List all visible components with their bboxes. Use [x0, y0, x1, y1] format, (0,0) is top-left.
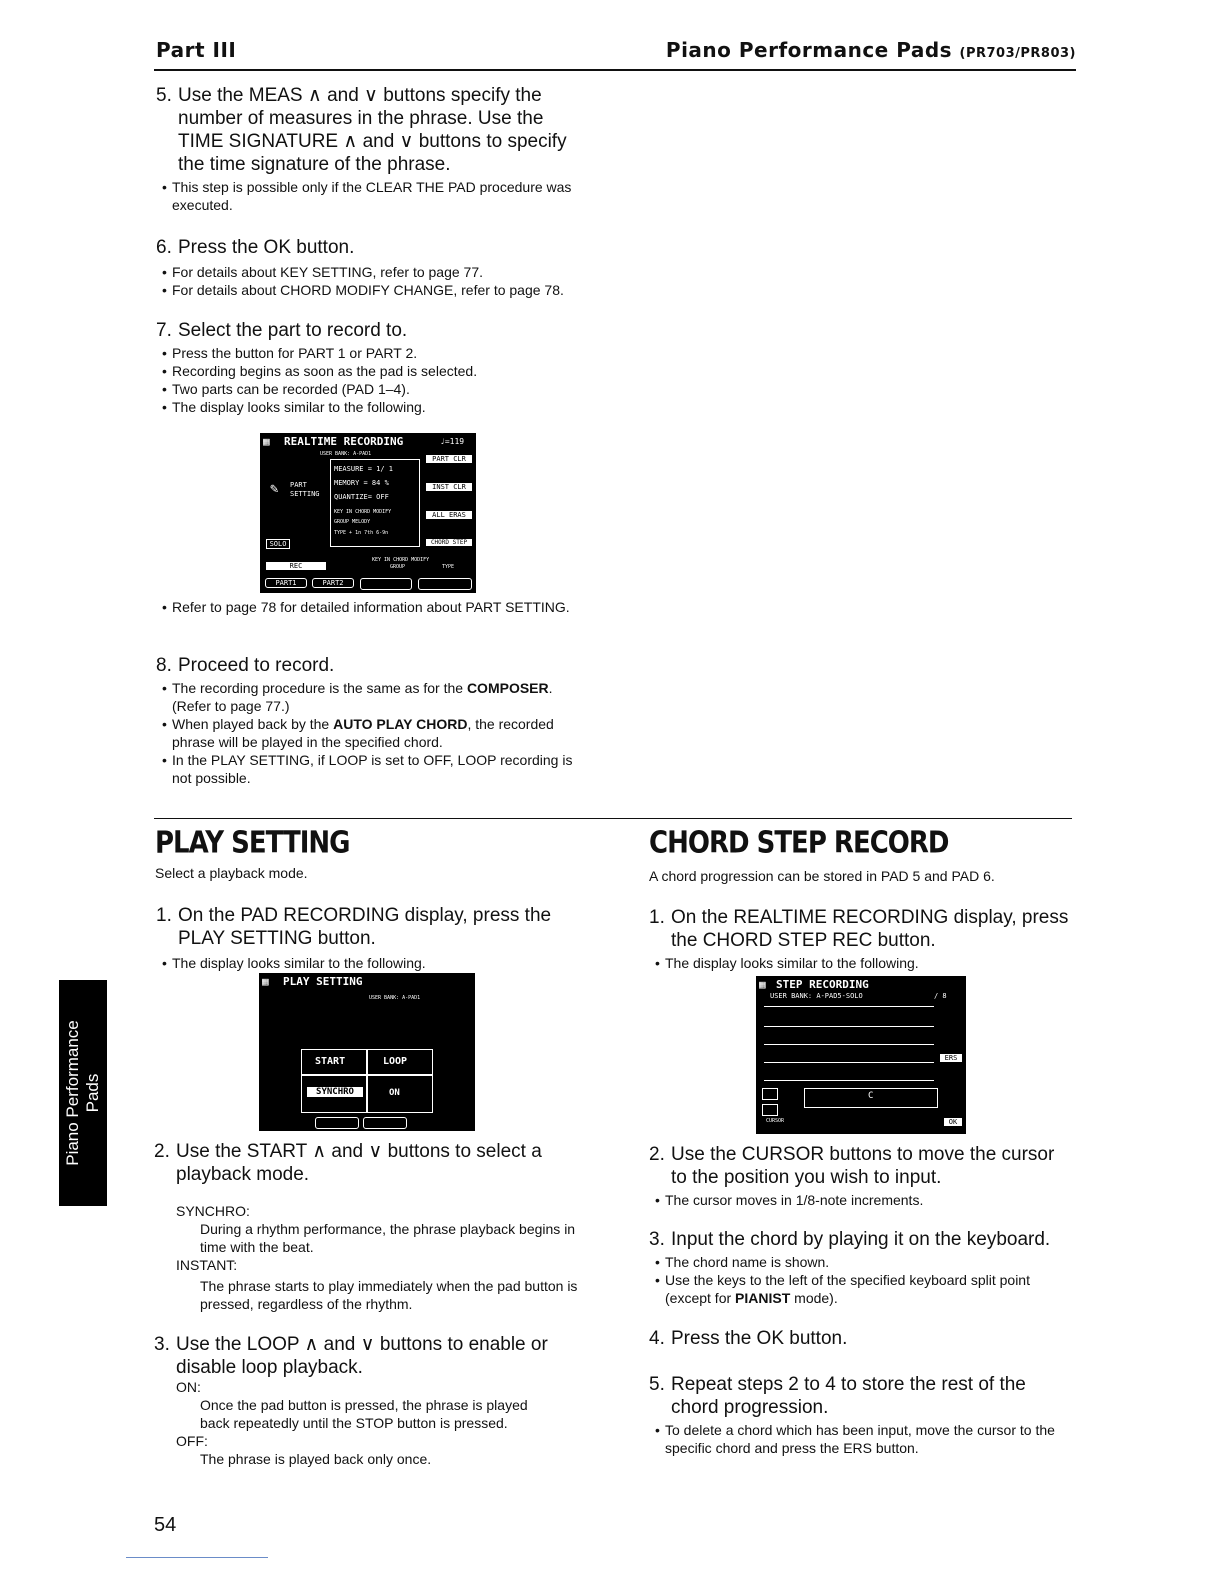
step-5 [649, 1373, 1073, 1419]
lcd-part-clr[interactable]: PART CLR [426, 455, 472, 463]
step-number: 3. [154, 1334, 170, 1355]
lcd-bank: USER BANK: A-PAD5-SOLO [770, 992, 863, 1000]
step-text: Use the LOOP ∧ and ∨ buttons to enable or disable loop playback. [176, 1334, 548, 1378]
lcd-bank: USER BANK: A-PAD1 [320, 451, 372, 457]
def-term: INSTANT: [176, 1257, 238, 1273]
bullet-text: , the recorded phrase will be played in the specified chord. [172, 716, 554, 750]
step-text: Use the START ∧ and ∨ buttons to select a playback mode. [176, 1141, 542, 1185]
step-number: 1. [649, 907, 665, 928]
lcd-title: STEP RECORDING [776, 978, 869, 991]
page-number: 54 [154, 1514, 177, 1536]
bullet-text: Use the keys to the left of the specified keyboard split point (except for [665, 1272, 1030, 1306]
step-number: 1. [156, 905, 172, 926]
lcd-measure: / 8 [934, 992, 947, 1000]
step-number: 3. [649, 1229, 665, 1250]
play-setting-heading: PLAY SETTING [155, 826, 350, 861]
lcd-ers[interactable]: ERS [940, 1054, 962, 1062]
def-term: ON: [176, 1379, 201, 1395]
bullet: • For details about KEY SETTING, refer to page 77. [160, 263, 584, 281]
step-4 [649, 1327, 1073, 1350]
bullet: • To delete a chord which has been input, move the cursor to the specific chord and press the ERS button. [653, 1421, 1073, 1457]
bullet: • This step is possible only if the CLEAR THE PAD procedure was executed. [160, 178, 584, 214]
lcd-title: PLAY SETTING [283, 975, 363, 988]
step-6 [156, 236, 584, 259]
section-header [666, 38, 1076, 62]
lcd-synchro[interactable]: SYNCHRO [307, 1087, 363, 1097]
lcd-part1[interactable]: PART1 [265, 578, 307, 588]
section-header-model: (PR703/PR803) [959, 46, 1076, 61]
step-1 [649, 906, 1073, 952]
step-text: Use the CURSOR buttons to move the cursor to the position you wish to input. [671, 1144, 1055, 1188]
bullet-text: The recording procedure is the same as for the [172, 680, 464, 696]
step-7 [156, 319, 584, 342]
step-recording-display [756, 976, 966, 1134]
type-arrows-button[interactable] [418, 578, 472, 590]
lcd-ok[interactable]: OK [944, 1118, 962, 1126]
side-tab-line: Pads [83, 1073, 102, 1113]
step-2 [649, 1143, 1073, 1189]
step-5 [156, 84, 584, 176]
step-text: Press the OK button. [671, 1328, 848, 1349]
bullet [653, 1271, 1073, 1307]
lcd-bottom-type: TYPE [442, 564, 455, 570]
lcd-cursor: CURSOR [766, 1118, 785, 1124]
step-text: Input the chord by playing it on the keyboard. [671, 1229, 1051, 1250]
staff-line [764, 1062, 934, 1063]
on-cell [367, 1075, 433, 1113]
lcd-key-in: KEY IN CHORD MODIFY [334, 509, 392, 515]
step-3 [154, 1333, 584, 1379]
bullet [160, 715, 584, 751]
lcd-title: REALTIME RECORDING [284, 435, 404, 448]
chord-step-4 [649, 1327, 1073, 1350]
step-number: 5. [156, 85, 172, 106]
bullet: • Recording begins as soon as the pad is selected. [160, 362, 584, 380]
step-text: Repeat steps 2 to 4 to store the rest of the chord progression. [671, 1374, 1026, 1418]
step-number: 7. [156, 320, 172, 341]
lcd-start: START [315, 1056, 346, 1067]
group-arrows-button[interactable] [360, 578, 412, 590]
def-body: During a rhythm performance, the phrase playback begins in time with the beat. [200, 1221, 576, 1255]
step-8-block [156, 654, 584, 787]
lcd-solo[interactable]: SOLO [266, 539, 290, 549]
step-text: Press the OK button. [178, 237, 355, 258]
lcd-loop: LOOP [383, 1056, 408, 1067]
side-tab [59, 980, 107, 1206]
chord-step-intro: A chord progression can be stored in PAD 5 and PAD 6. [649, 868, 995, 884]
step-number: 2. [154, 1141, 170, 1162]
play-icon: ▦ [262, 975, 269, 988]
step-8 [156, 654, 584, 677]
play-step-1 [156, 904, 584, 972]
bullet: • The display looks similar to the following. [160, 398, 584, 416]
bullet: • In the PLAY SETTING, if LOOP is set to OFF, LOOP recording is not possible. [160, 751, 584, 787]
bullet-text: . (Refer to page 77.) [172, 680, 553, 714]
def-body: Once the pad button is pressed, the phrase is played back repeatedly until the STOP button is pressed. [200, 1397, 528, 1431]
staff-line [764, 1026, 934, 1027]
bullet-bold: COMPOSER [466, 680, 549, 696]
step-3 [649, 1228, 1073, 1251]
bullet: • The display looks similar to the following. [653, 954, 1073, 972]
def-term: OFF: [176, 1433, 208, 1449]
bullet: • The display looks similar to the following. [160, 954, 584, 972]
down-button[interactable] [762, 1104, 778, 1116]
part-setting-icon: ✎ [270, 481, 279, 497]
step-text: Proceed to record. [178, 655, 335, 676]
top-steps [156, 84, 584, 416]
lcd-part2[interactable]: PART2 [312, 578, 354, 588]
step-text: Select the part to record to. [178, 320, 408, 341]
side-tab-line: Piano Performance [63, 1020, 82, 1166]
lcd-bottom-label: KEY IN CHORD MODIFY [372, 557, 430, 563]
lcd-type: TYPE + 1n 7th 6-9n [334, 530, 389, 536]
bullet-bold: PIANIST [735, 1290, 791, 1306]
bullet: • The cursor moves in 1/8-note increments. [653, 1191, 1073, 1209]
play-step-2 [154, 1140, 584, 1186]
step-icon: ▦ [759, 978, 766, 991]
bullet: • Press the button for PART 1 or PART 2. [160, 344, 584, 362]
section-divider [154, 818, 1072, 819]
play-setting-intro: Select a playback mode. [155, 865, 308, 881]
header-rule [154, 69, 1076, 71]
staff-line [764, 1080, 934, 1081]
step-1 [156, 904, 584, 950]
def-body: The phrase is played back only once. [200, 1451, 432, 1467]
loop-arrows-button[interactable] [363, 1117, 407, 1129]
lcd-chord-step[interactable]: CHORD STEP [426, 539, 472, 546]
step-2 [154, 1140, 584, 1186]
lcd-memory: MEMORY = 84 % [334, 479, 389, 487]
lcd-on[interactable]: ON [389, 1088, 400, 1098]
bullet: • For details about CHORD MODIFY CHANGE, refer to page 78. [160, 281, 584, 299]
play-setting-display [259, 973, 475, 1131]
footer-line [126, 1557, 268, 1558]
lcd-bottom-group: GROUP [390, 564, 406, 570]
chord-step-heading: CHORD STEP RECORD [649, 826, 949, 861]
chord-step-2 [649, 1143, 1073, 1209]
step-text: On the REALTIME RECORDING display, press the CHORD STEP REC button. [671, 907, 1069, 951]
step-number: 4. [649, 1328, 665, 1349]
record-icon: ▦ [263, 435, 270, 448]
lcd-bank: USER BANK: A-PAD1 [369, 995, 421, 1001]
lcd-quantize: QUANTIZE= OFF [334, 493, 389, 501]
bullet-text: mode). [794, 1290, 838, 1306]
lcd-tempo: ♩=119 [440, 437, 465, 446]
bullet-text: When played back by the [172, 716, 330, 732]
def-term: SYNCHRO: [176, 1203, 250, 1219]
bullet-bold: AUTO PLAY CHORD [333, 716, 468, 732]
lcd-measure: MEASURE = 1/ 1 [334, 465, 394, 473]
start-mode-definitions [176, 1202, 586, 1313]
realtime-recording-display [260, 433, 476, 593]
bullet-part-setting-ref: • Refer to page 78 for detailed information about PART SETTING. [160, 598, 584, 616]
up-button[interactable] [762, 1088, 778, 1100]
staff-line [764, 1044, 934, 1045]
lcd-rec[interactable]: REC [266, 562, 326, 570]
bullet [160, 679, 584, 715]
lcd-all-ers[interactable]: ALL ERAS [426, 511, 472, 519]
play-step-3 [154, 1333, 584, 1379]
lcd-inst-clr[interactable]: INST CLR [426, 483, 472, 491]
staff-line [764, 1006, 934, 1007]
loop-definitions [176, 1378, 586, 1468]
def-body: The phrase starts to play immediately when the pad button is pressed, regardless of the rhythm. [200, 1278, 578, 1312]
lcd-group: GROUP MELODY [334, 519, 371, 525]
chord-step-3 [649, 1228, 1073, 1307]
step-text: On the PAD RECORDING display, press the PLAY SETTING button. [178, 905, 552, 949]
lcd-part-setting[interactable]: PART SETTING [290, 481, 320, 498]
chord-step-1 [649, 906, 1073, 972]
side-tab-label [63, 1020, 103, 1166]
lcd-chord: C [868, 1091, 874, 1101]
bullet: • Two parts can be recorded (PAD 1–4). [160, 380, 584, 398]
step-number: 5. [649, 1374, 665, 1395]
step-number: 6. [156, 237, 172, 258]
part-label: Part III [156, 38, 237, 62]
chord-step-5 [649, 1373, 1073, 1457]
step-number: 8. [156, 655, 172, 676]
start-arrows-button[interactable] [315, 1117, 359, 1129]
step-number: 2. [649, 1144, 665, 1165]
section-header-title: Piano Performance Pads [665, 38, 953, 62]
bullet: • The chord name is shown. [653, 1253, 1073, 1271]
step-text: Use the MEAS ∧ and ∨ buttons specify the number of measures in the phrase. Use the TIME SIGNATURE ∧ and ∨ buttons to specify the time signature of the phrase. [178, 85, 567, 175]
